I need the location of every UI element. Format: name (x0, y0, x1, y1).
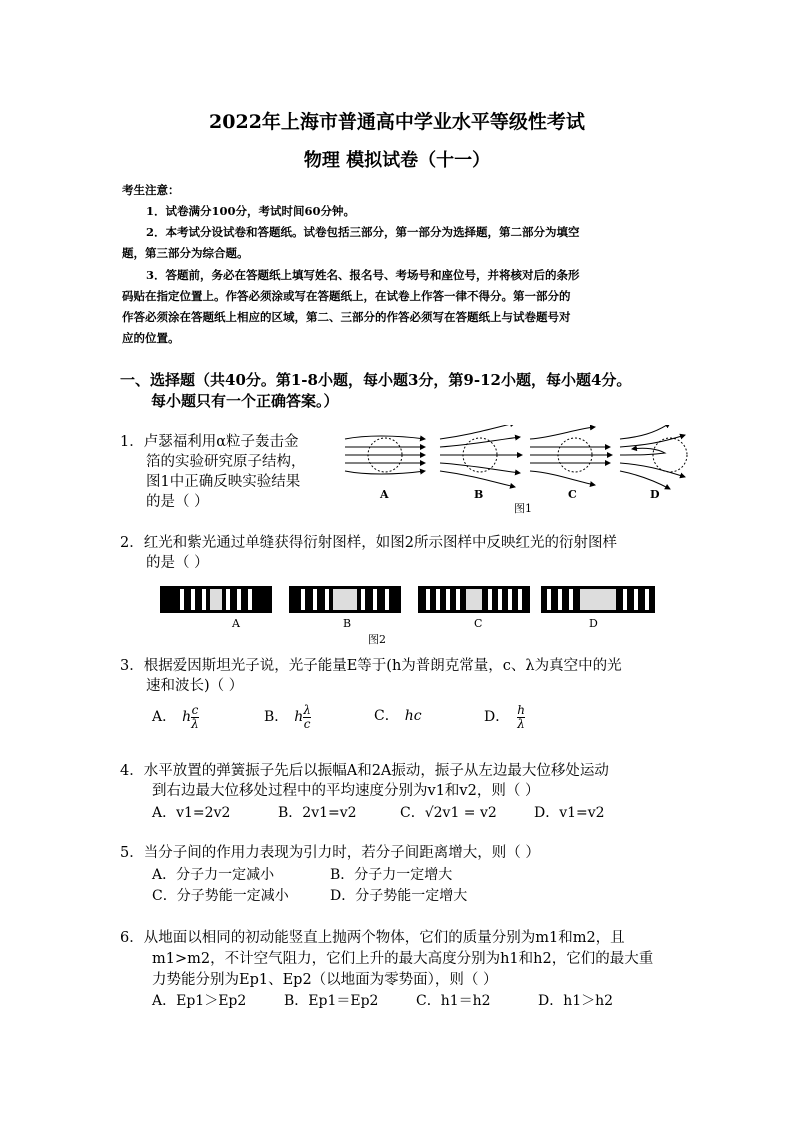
q4-option-d: D．v1=v2 (534, 805, 605, 821)
q3-line2: 速和波长)（ ） (146, 678, 244, 694)
figure-1-panel-c (530, 427, 612, 485)
figure-2-pattern-d (541, 586, 655, 613)
q3-option-a: A． h $\frac{c}{\lambda}$ (152, 703, 199, 731)
notice-item-3-cont2: 作答必须涂在答题纸上相应的区域，第二、三部分的作答必须写在答题纸上与试卷题号对 (122, 310, 571, 324)
q5-line1: 5．当分子间的作用力表现为引力时，若分子间距离增大，则（ ） (120, 845, 540, 861)
q1-line1: 1．卢瑟福利用α粒子轰击金 (120, 434, 299, 450)
q6-option-d: D．h1＞h2 (538, 993, 614, 1009)
q4-option-c: C．√2v1 = v2 (400, 805, 497, 821)
q2-line2: 的是（ ） (146, 555, 209, 571)
q4-line2: 到右边最大位移处过程中的平均速度分别为v1和v2，则（ ） (152, 783, 540, 799)
figure-1-panel-b (440, 425, 522, 487)
notice-item-2: 2．本考试分设试卷和答题纸。试卷包括三部分，第一部分为选择题，第二部分为填空 (146, 225, 580, 239)
q1-line2: 箔的实验研究原子结构， (146, 454, 306, 470)
q6-option-c: C．h1＝h2 (416, 993, 491, 1009)
fig1-label-a: A (380, 488, 389, 501)
exam-title: 2022年上海市普通高中学业水平等级性考试 (209, 111, 585, 133)
q4-option-b: B．2v1=v2 (278, 805, 357, 821)
fraction-lambda-over-c: $\frac{\lambda}{c}$ (303, 703, 311, 731)
q3-line1: 3．根据爱因斯坦光子说，光子能量E等于(h为普朗克常量，c、λ为真空中的光 (120, 658, 622, 674)
q5-option-d: D．分子势能一定增大 (330, 888, 468, 904)
notice-item-3-cont3: 应的位置。 (122, 331, 180, 345)
q6-line1: 6．从地面以相同的初动能竖直上抛两个物体，它们的质量分别为m1和m2，且 (120, 930, 625, 946)
fraction-c-over-lambda: $\frac{c}{\lambda}$ (191, 703, 199, 731)
q6-option-b: B．Ep1＝Ep2 (284, 993, 379, 1009)
figure-2-pattern-a (160, 586, 272, 613)
fraction-h-over-lambda: $\frac{h}{\lambda}$ (517, 703, 525, 731)
q3-option-b: B． h $\frac{\lambda}{c}$ (264, 703, 311, 731)
fig1-label-b: B (474, 488, 484, 501)
fig2-label-a: A (232, 617, 240, 630)
q5-option-b: B．分子力一定增大 (330, 867, 453, 883)
fig1-label-d: D (650, 488, 660, 501)
figure-2-pattern-c (418, 586, 530, 613)
q2-line1: 2．红光和紫光通过单缝获得衍射图样，如图2所示图样中反映红光的衍射图样 (120, 535, 617, 551)
q6-line3: 力势能分别为Ep1、Ep2（以地面为零势面），则（ ） (152, 972, 498, 988)
fig1-caption: 图1 (514, 502, 532, 515)
section-heading-cont: 每小题只有一个正确答案。） (151, 392, 339, 410)
fig2-caption: 图2 (368, 633, 386, 646)
notice-heading: 考生注意： (122, 183, 180, 197)
q4-option-a: A．v1=2v2 (152, 805, 231, 821)
figure-1-panel-a (345, 436, 425, 474)
figure-2-pattern-b (289, 586, 401, 613)
notice-item-3: 3．答题前，务必在答题纸上填写姓名、报名号、考场号和座位号，并将核对后的条形 (146, 268, 580, 282)
figure-1-panel-d (620, 425, 687, 489)
fig2-label-c: C (474, 617, 483, 630)
fig2-label-b: B (343, 617, 352, 630)
q3-option-d: D． $\frac{h}{\lambda}$ (484, 703, 525, 731)
notice-item-2-cont: 题，第三部分为综合题。 (122, 246, 249, 260)
q4-line1: 4．水平放置的弹簧振子先后以振幅A和2A振动，振子从左边最大位移处运动 (120, 763, 609, 779)
q1-line3: 图1中正确反映实验结果 (146, 474, 301, 490)
q6-line2: m1>m2，不计空气阻力，它们上升的最大高度分别为h1和h2，它们的最大重 (152, 951, 654, 967)
fig2-label-d: D (589, 617, 598, 630)
notice-item-3-cont1: 码贴在指定位置上。作答必须涂或写在答题纸上，在试卷上作答一律不得分。第一部分的 (122, 289, 571, 303)
notice-item-1: 1．试卷满分100分，考试时间60分钟。 (146, 204, 356, 218)
q6-option-a: A．Ep1＞Ep2 (152, 993, 247, 1009)
q3-option-c: C． hc (374, 708, 422, 724)
section-heading: 一、选择题（共40分。第1-8小题，每小题3分，第9-12小题，每小题4分。 (120, 371, 632, 389)
q5-option-c: C．分子势能一定减小 (152, 888, 289, 904)
q1-line4: 的是（ ） (146, 494, 209, 510)
exam-subtitle: 物理 模拟试卷（十一） (303, 150, 491, 171)
fig1-label-c: C (568, 488, 577, 501)
q5-option-a: A．分子力一定减小 (152, 867, 275, 883)
